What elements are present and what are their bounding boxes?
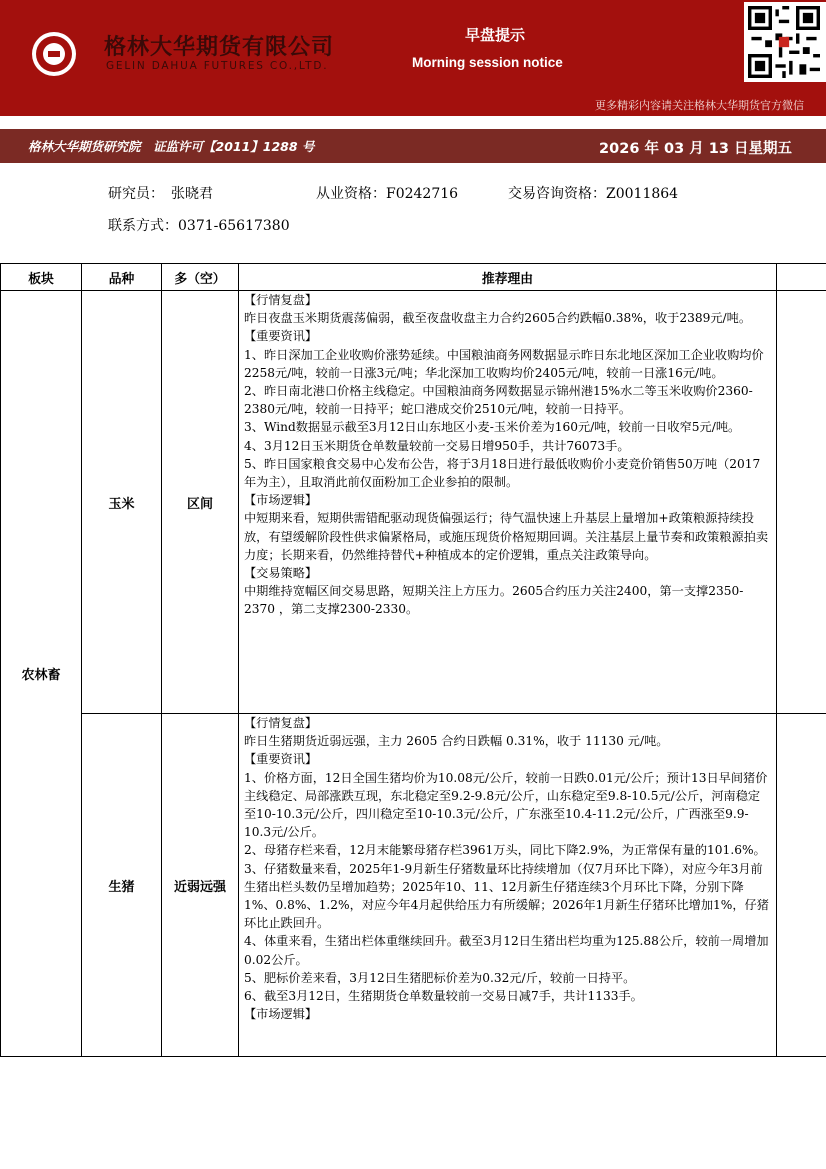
page-title-cn: 早盘提示 xyxy=(465,26,526,44)
direction-cell: 近弱远强 xyxy=(162,714,239,1057)
table-header-row xyxy=(1,264,826,291)
variety-cell: 玉米 xyxy=(82,291,162,714)
wechat-qr-code-icon xyxy=(744,2,826,82)
header-variety: 品种 xyxy=(82,264,162,291)
company-name-cn: 格林大华期货有限公司 xyxy=(104,35,335,60)
wechat-follow-note: 更多精彩内容请关注格林大华期货官方微信 xyxy=(595,99,804,112)
header-direction: 多（空） xyxy=(162,264,239,291)
reason-cell: 【行情复盘】 昨日夜盘玉米期货震荡偏弱，截至夜盘收盘主力合约2605合约跌幅0.38%，收于2389元/吨。 【重要资讯】 1、昨日深加工企业收购价涨势延续。中国粮油商务网数据显示昨日东北地区深加工企业收购均价2258元/吨，较前一日涨3元/吨；华北深加工收购均价2405元/吨，较前一日涨16元/吨。 2、昨日南北港口价格主线稳定。中国粮油商务网数据显示锦州港15%水二等玉米收购价2360-2380元/吨，较前一日持平；蛇口港成交价2510元/吨，较前一日持平。 3、Wind数据显示截至3月12日山东地区小麦-玉米价差为160元/吨，较前一日收窄5元/吨。 4、3月12日玉米期货仓单数量较前一交易日增950手，共计76073手。 5、昨日国家粮食交易中心发布公告，将于3月18日进行最低收购价小麦竞价销售50万吨（2017年为主），且取消此前仅面粉加工企业参拍的限制。 【市场逻辑】 中短期来看，短期供需错配驱动现货偏强运行；待气温快速上升基层上量增加+政策粮源持续投放，有望缓解阶段性供求偏紧格局，或施压现货价格短期回调。关注基层上量节奏和政策粮源拍卖力度；长期来看，仍然维持替代+种植成本的定价逻辑，重点关注政策导向。 【交易策略】 中期维持宽幅区间交易思路，短期关注上方压力。2605合约压力关注2400，第一支撑2350-2370 ，第二支撑2300-2330。 xyxy=(239,291,777,714)
company-logo-icon xyxy=(32,32,76,76)
researcher-info xyxy=(0,183,826,203)
institute-license: 格林大华期货研究院 证监许可【2011】1288 号 xyxy=(28,139,315,154)
company-name-en: GELIN DAHUA FUTURES CO.,LTD. xyxy=(106,60,329,72)
sector-cell: 农林畜 xyxy=(1,291,82,1057)
recommendation-table xyxy=(0,263,826,1057)
reason-cell: 【行情复盘】 昨日生猪期货近弱远强，主力 2605 合约日跌幅 0.31%，收于 11130 元/吨。 【重要资讯】 1、价格方面，12日全国生猪均价为10.08元/公斤，较前一日跌0.01元/公斤；预计13日早间猪价主线稳定、局部涨跌互现，东北稳定至9.2-9.8元/公斤，山东稳定至9.8-10.5元/公斤，河南稳定至10-10.3元/公斤，四川稳定至10-10.3元/公斤，广东涨至10.4-11.2元/公斤，广西涨至9.9-10.3元/公斤。 2、母猪存栏来看，12月末能繁母猪存栏3961万头，同比下降2.9%，为正常保有量的101.6%。 3、仔猪数量来看，2025年1-9月新生仔猪数量环比持续增加（仅7月环比下降），对应今年3月前生猪出栏头数仍呈增加趋势；2025年10、11、12月新生仔猪连续3个月环比下降，分别下降1%、0.8%、1.2%，对应今年4月起供给压力有所缓解；2026年1月新生仔猪环比增加1%，仔猪环比止跌回升。 4、体重来看，生猪出栏体重继续回升。截至3月12日生猪出栏均重为125.88公斤，较前一周增加0.02公斤。 5、肥标价差来看，3月12日生猪肥标价差为0.32元/斤，较前一日持平。 6、截至3月12日，生猪期货仓单数量较前一交易日减7手，共计1133手。 【市场逻辑】 xyxy=(239,714,777,1057)
consult-qualification-number: 交易咨询资格：Z0011864 xyxy=(508,186,679,202)
page-title-en: Morning session notice xyxy=(412,55,563,70)
report-date: 2026 年 03 月 13 日星期五 xyxy=(599,141,792,157)
direction-cell: 区间 xyxy=(162,291,239,714)
header-sector: 板块 xyxy=(1,264,82,291)
contact-info xyxy=(0,215,826,235)
researcher-name: 研究员： 张晓君 xyxy=(108,186,213,202)
qualification-number: 从业资格：F0242716 xyxy=(316,186,459,202)
contact-phone: 联系方式：0371-65617380 xyxy=(108,218,290,234)
variety-cell: 生猪 xyxy=(82,714,162,1057)
table-row xyxy=(1,714,826,1057)
table-row xyxy=(1,291,826,714)
header-reason: 推荐理由 xyxy=(239,264,777,291)
